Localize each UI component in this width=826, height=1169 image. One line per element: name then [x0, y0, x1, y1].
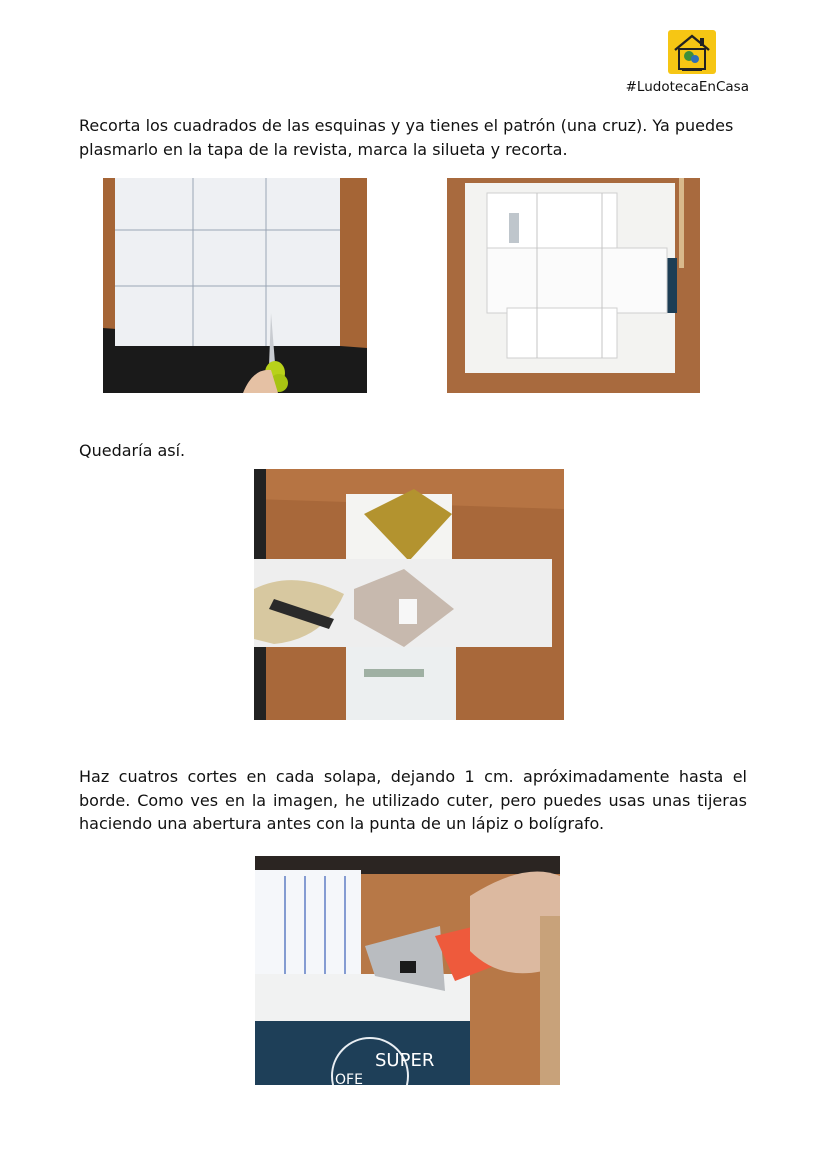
instruction-paragraph: Recorta los cuadrados de las esquinas y ya tienes el patrón (una cruz). Ya puedes plasmarlo en la tapa de la revista, marca la silueta y recorta.: [79, 116, 734, 159]
cutting-instructions: Haz cuatros cortes en cada solapa, dejando 1 cm. apróximadamente hasta el borde. Como ves en la imagen, he utilizado cuter, pero puedes usas unas tijeras haciendo una abertura antes con la punta de un lápiz o bolígrafo.: [79, 767, 747, 833]
photo-magazine-cross-pattern: [447, 178, 700, 393]
magazine-cover-text: SUPER: [375, 1050, 435, 1071]
photo-paper-grid-scissors: [103, 178, 367, 393]
result-caption: Quedaría así.: [79, 441, 186, 460]
photo-cutter-cutting: [255, 856, 560, 1085]
ludoteca-logo-icon: [668, 30, 716, 74]
hashtag: #LudotecaEnCasa: [625, 79, 749, 95]
magazine-cover-text-2: OFE: [335, 1072, 363, 1085]
photo-finished-cross: [254, 469, 564, 720]
